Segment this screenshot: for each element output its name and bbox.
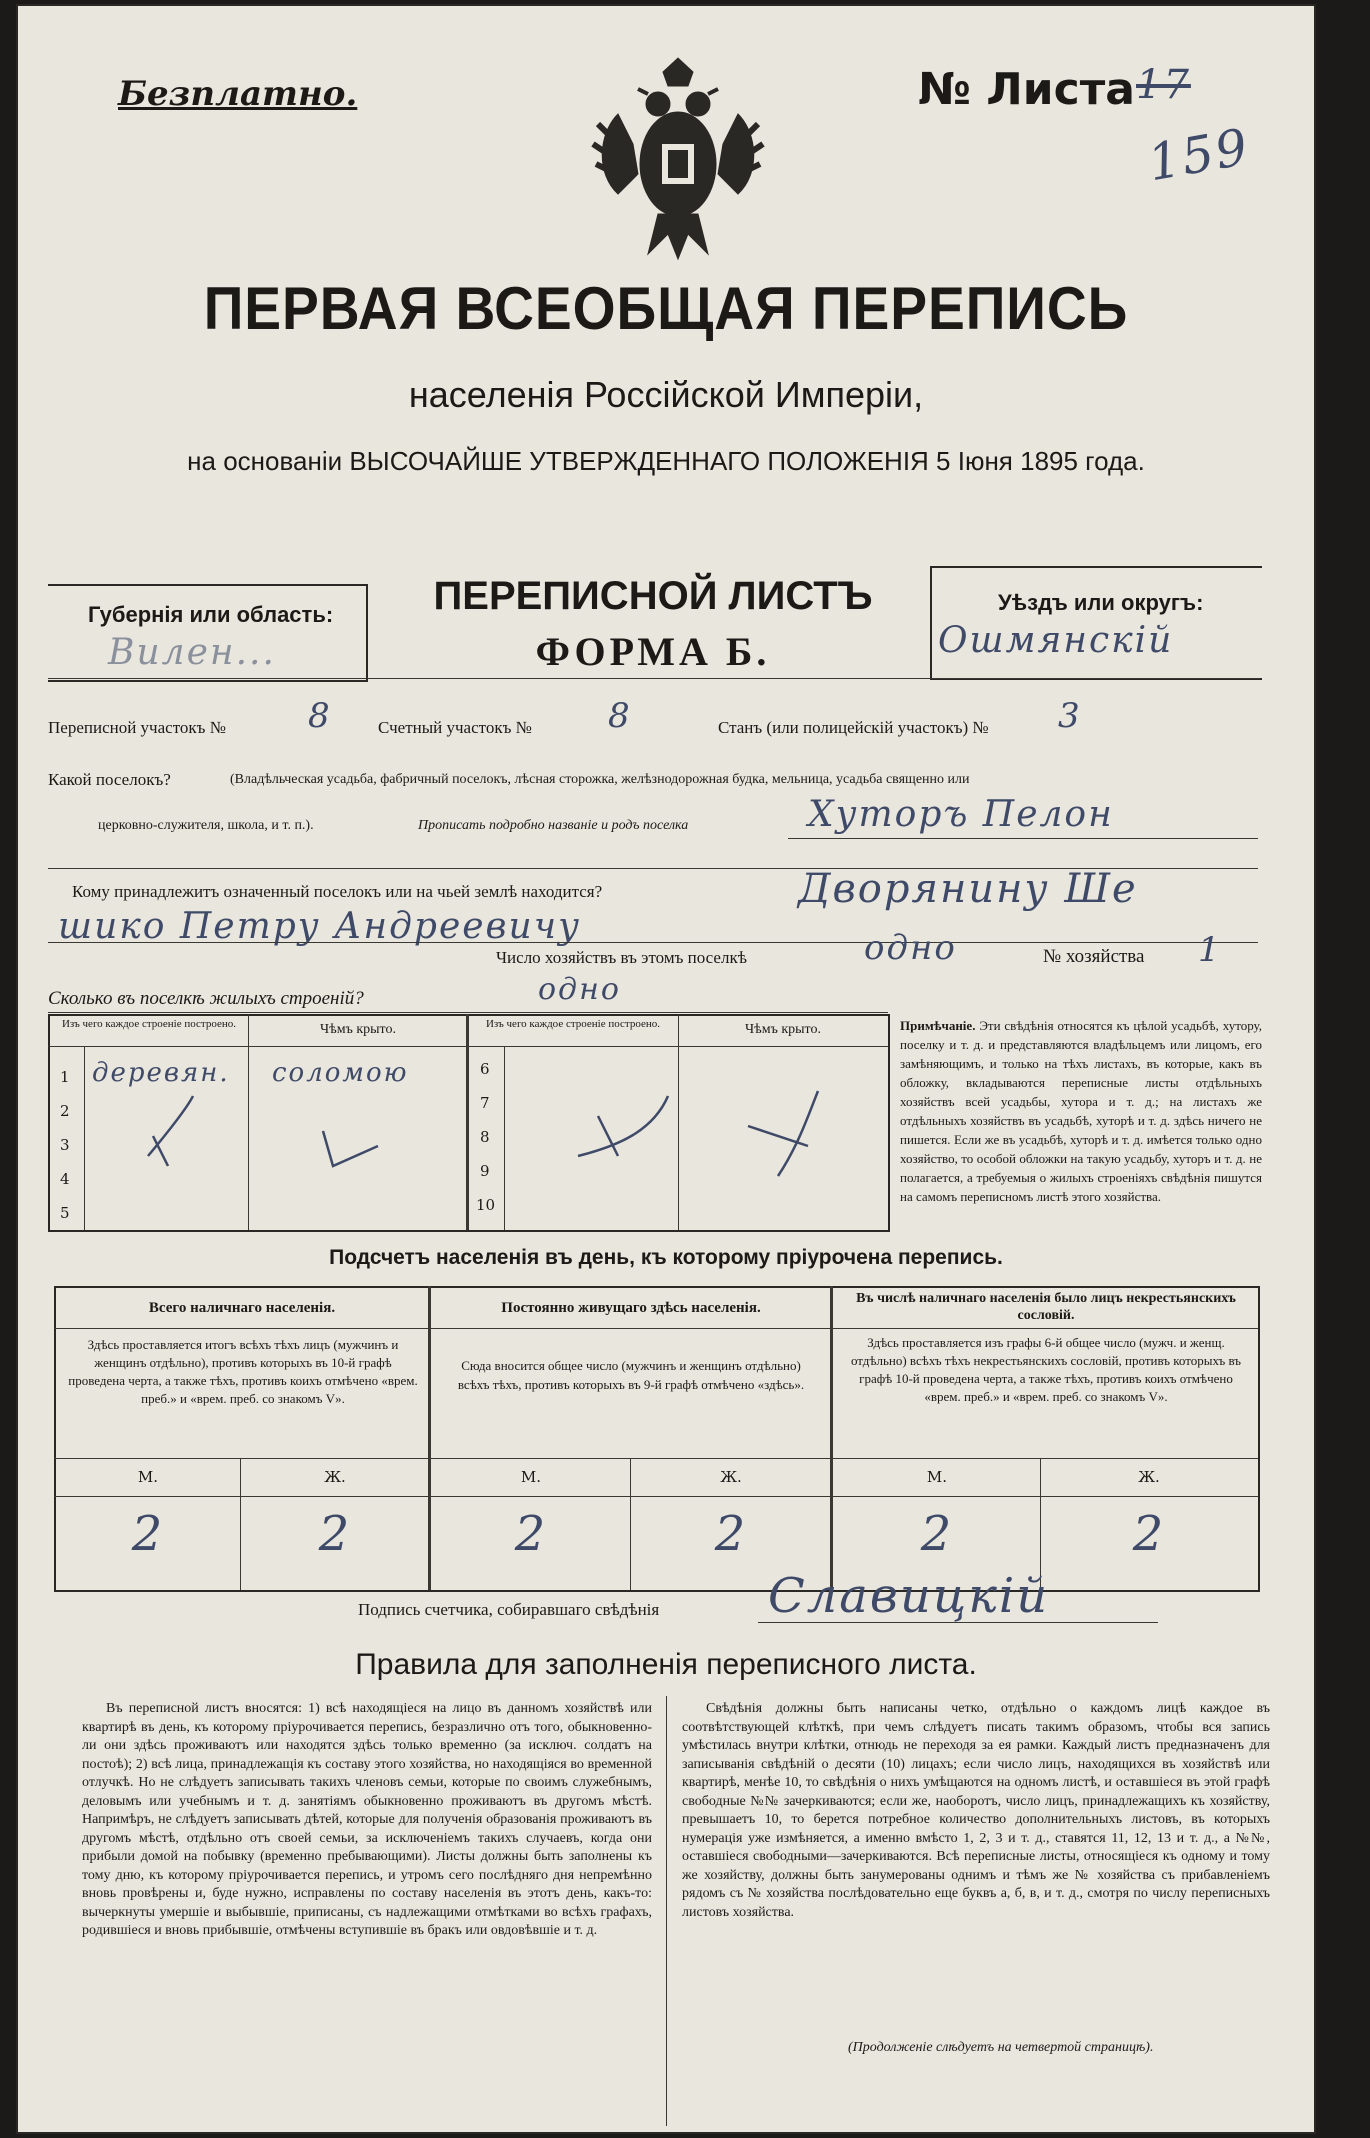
count-value: 2 — [1132, 1506, 1166, 1562]
male-label: М. — [137, 1468, 159, 1486]
count-heading: Подсчетъ населенія въ день, къ которому пріурочена перепись. — [329, 1246, 1003, 1269]
uezd-label: Уѣздъ или округъ: — [998, 590, 1204, 615]
count-col2-title: Постоянно живущаго здѣсь населенія. — [501, 1300, 761, 1316]
sheet-number-label: № Листа — [918, 64, 1135, 115]
settlement-label: Какой поселокъ? — [48, 770, 171, 789]
buildings-value: одно — [538, 972, 621, 1007]
count-col1-text: Здѣсь проставляется итогъ всѣхъ тѣхъ лицъ (мужчинъ и женщинъ отдѣльно), противъ которыхъ въ 10-й графѣ проведена черта, а также тѣхъ, противъ коихъ отмѣчено «врем. преб.» и «врем. преб. со знакомъ V». — [68, 1337, 418, 1406]
settlement-hint-2: церковно-служителя, школа, и т. п.). — [98, 818, 314, 833]
basis-line: на основаніи ВЫСОЧАЙШЕ УТВЕРЖДЕННАГО ПОЛОЖЕНІЯ 5 Іюня 1895 года. — [187, 446, 1145, 476]
rules-heading: Правила для заполненія переписного листа. — [355, 1648, 977, 1681]
imperial-eagle-icon — [578, 54, 778, 264]
count-value: 2 — [514, 1506, 548, 1562]
female-label: Ж. — [1138, 1468, 1160, 1486]
rules-right: Свѣдѣнія должны быть написаны четко, отдѣльно о каждомъ лицѣ каждое въ соотвѣтствующей клѣткѣ, при чемъ слѣдуетъ писать такимъ образомъ, чтобы вся запись умѣстилась внутри клѣтки, отнюдь не переходя за ея рамки. Каждый листъ предназначенъ для записыванія свѣдѣній о десяти (10) лицахъ; если число лицъ, находящихся въ хозяйствѣ или квартирѣ, менѣе 10, то свѣдѣнія о нихъ умѣщаются на одномъ листѣ, и оставшіеся въ этой графѣ свободные №№ зачеркиваются; если же, наоборотъ, число лицъ, принадлежащихъ къ хозяйству, превышаетъ 10, то берется потребное количество дополнительныхъ листовъ, въ которыхъ нумерація уже измѣняется, а именно вмѣсто 1, 2, 3 и т. д., ставятся 11, 12, 13 и т. д., а №№, оставшіеся свободными—зачеркиваются. Всѣ переписные листы, относящіеся къ одному и тому же хозяйству, должны быть занумерованы однимъ и тѣмъ же № хозяйства съ прибавленіемъ рядомъ съ № хозяйства послѣдовательно еще буквъ а, б, в, и т. д., смотря по числу переписныхъ листовъ хозяйства. — [682, 1701, 1270, 1920]
buildings-label: Сколько въ поселкѣ жилыхъ строеній? — [48, 988, 364, 1009]
row-number: 5 — [60, 1204, 70, 1222]
rules-continued: (Продолженіе слѣдуетъ на четвертой страницѣ). — [848, 2040, 1154, 2055]
row-number: 2 — [60, 1102, 70, 1120]
row-number: 8 — [480, 1128, 490, 1146]
household-no-label: № хозяйства — [1043, 946, 1145, 967]
households-value: одно — [864, 928, 957, 968]
uezd-value: Ошмянскій — [938, 620, 1174, 661]
row-number: 10 — [476, 1196, 496, 1214]
count-district-value: 8 — [608, 696, 632, 736]
count-col2-text: Сюда вносится общее число (мужчинъ и женщинъ отдѣльно) всѣхъ тѣхъ, противъ которыхъ въ 9-й графѣ отмѣчено «здѣсь». — [457, 1358, 805, 1392]
roof-value: соломою — [272, 1058, 409, 1088]
row-number: 6 — [480, 1060, 490, 1078]
household-no-value: 1 — [1198, 930, 1222, 970]
households-label: Число хозяйствъ въ этомъ поселкѣ — [496, 948, 747, 967]
row-number: 9 — [480, 1162, 490, 1180]
free-label: Безплатно. — [118, 74, 358, 114]
col-material-left: Изъ чего каждое строеніе построено. — [61, 1018, 237, 1030]
subtitle: населенія Россійской Имперіи, — [408, 374, 924, 415]
sheet-number-handwritten: 159 — [1143, 117, 1254, 193]
female-label: Ж. — [720, 1468, 742, 1486]
count-col3-title: Въ числѣ наличнаго населенія было лицъ некрестьянскихъ сословій. — [856, 1291, 1236, 1323]
sheet-number-crossed: 17 — [1136, 62, 1191, 108]
count-value: 2 — [920, 1506, 954, 1562]
settlement-instruction: Прописать подробно названіе и родъ поселка — [418, 818, 689, 833]
guberniya-label: Губернія или область: — [88, 602, 334, 627]
count-value: 2 — [714, 1506, 748, 1562]
row-number: 4 — [60, 1170, 70, 1188]
guberniya-value: Вилен... — [108, 632, 276, 673]
male-label: М. — [520, 1468, 542, 1486]
row-number: 7 — [480, 1094, 490, 1112]
crossout-strokes — [78, 1086, 878, 1196]
owner-value: Дворянину Ше — [798, 866, 1138, 912]
note-text: Эти свѣдѣнія относятся къ цѣлой усадьбѣ, хутору, поселку и т. д. и представляются владѣльцемъ или лицомъ, его замѣняющимъ, и только на тѣхъ листахъ, въ которые, какъ въ обложку, вкладываются переписные листы отдѣльныхъ хозяйствъ всей усадьбы, хутора и т. д.; на листахъ же отдѣльныхъ хозяйствъ въ усадьбѣ, хуторѣ и т. д. здѣсь ничего не пишется. Если же въ усадьбѣ, хуторѣ и т. д. имѣется только одно хозяйство, то особой обложки на такую усадьбу, хуторъ и т. д. не полагается, а требуемыя о жилыхъ строеніяхъ свѣдѣнія пишутся на самомъ переписномъ листѣ этого хозяйства. — [900, 1018, 1263, 1204]
main-title: ПЕРВАЯ ВСЕОБЩАЯ ПЕРЕПИСЬ — [203, 275, 1129, 342]
form-label: ФОРМА Б. — [535, 629, 771, 674]
count-value: 2 — [131, 1506, 165, 1562]
settlement-value: Хуторъ Пелон — [808, 794, 1114, 835]
row-number: 1 — [60, 1068, 70, 1086]
count-district-label: Счетный участокъ № — [378, 718, 532, 737]
stan-value: 3 — [1058, 696, 1082, 736]
census-sheet — [18, 6, 1314, 2132]
rules-left: Въ переписной листъ вносятся: 1) всѣ находящіеся на лицо въ данномъ хозяйствѣ или квартирѣ въ день, къ которому пріурочивается перепись, безразлично отъ того, обыкновенно-ли они здѣсь проживаютъ или находятся здѣсь только временно (за исключ. солдатъ на постоѣ); 2) всѣ лица, принадлежащія къ составу этого хозяйства, но находящіяся во временной отлучкѣ. Но не слѣдуетъ записывать такихъ членовъ семьи, которые по своимъ служебнымъ, деловымъ или учебнымъ и т. д. занятіямъ обыкновенно проживаютъ въ другомъ мѣстѣ. Напримѣръ, не слѣдуетъ записывать дѣтей, которые для полученія образованія проживаютъ въ другомъ мѣстѣ, отдѣльно отъ своей семьи, за исключеніемъ такихъ случаевъ, когда они прибыли домой на побывку (временно пребывающими). Листы должны быть заполнены къ тому дню, къ которому пріурочивается перепись, и утромъ сего послѣдняго дня непремѣнно вновь провѣрены и, буде нужно, исправлены по составу населенія въ этотъ день, какъ-то: вычеркнуты умершіе и выбывшіе, приписаны, съ надлежащими отмѣтками во всѣхъ графахъ, родившіеся и вновь прибывшіе, отмѣчены вступившіе въ бракъ или овдовѣвшіе и т. д. — [82, 1701, 652, 1938]
col-roof-left: Чѣмъ крыто. — [320, 1022, 396, 1037]
signature-label: Подпись счетчика, собиравшаго свѣдѣнія — [358, 1600, 660, 1619]
col-roof-right: Чѣмъ крыто. — [745, 1022, 821, 1037]
settlement-hint: (Владѣльческая усадьба, фабричный поселокъ, лѣсная сторожка, желѣзнодорожная будка, мельница, усадьба священно или — [230, 772, 970, 787]
owner-value-2: шико Петру Андреевичу — [58, 906, 581, 947]
sheet-title: ПЕРЕПИСНОЙ ЛИСТЪ — [433, 574, 873, 618]
stan-label: Станъ (или полицейскій участокъ) № — [718, 718, 989, 737]
owner-label: Кому принадлежитъ означенный поселокъ или на чьей землѣ находится? — [72, 882, 603, 901]
count-col3-text: Здѣсь проставляется изъ графы 6-й общее число (мужч. и женщ. отдѣльно) всѣхъ тѣхъ некрестьянскихъ сословій, противъ которыхъ въ графѣ 10-й проведена черта, а также тѣхъ, противъ коихъ отмѣчено «врем. преб.» и «врем. преб. со знакомъ V». — [850, 1335, 1242, 1404]
census-district-value: 8 — [308, 696, 332, 736]
signature-value: Славицкій — [768, 1568, 1050, 1624]
census-district-label: Переписной участокъ № — [48, 718, 226, 737]
female-label: Ж. — [324, 1468, 346, 1486]
note-label: Примѣчаніе. — [900, 1018, 976, 1033]
col-material-right: Изъ чего каждое строеніе построено. — [485, 1018, 661, 1030]
count-col1-title: Всего наличнаго населенія. — [148, 1300, 336, 1316]
count-value: 2 — [318, 1506, 352, 1562]
row-number: 3 — [60, 1136, 70, 1154]
note — [900, 1016, 1262, 1206]
male-label: М. — [926, 1468, 948, 1486]
material-value: деревян. — [92, 1058, 230, 1088]
